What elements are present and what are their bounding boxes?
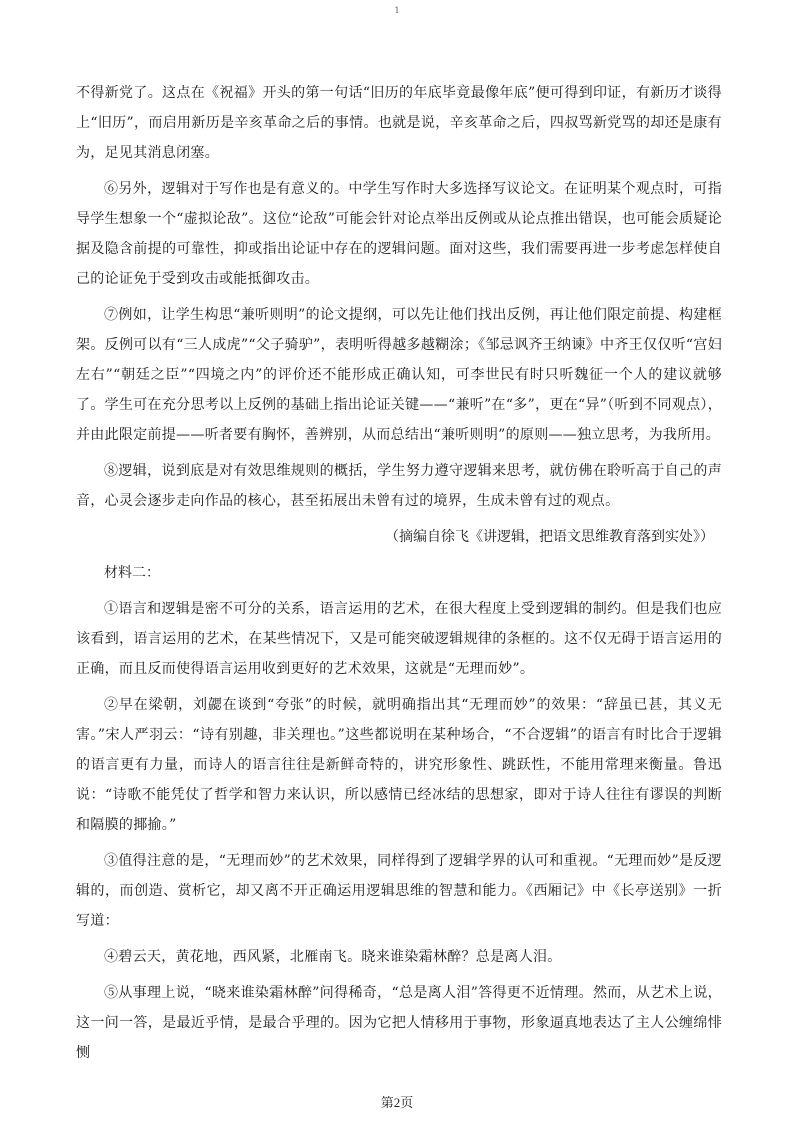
- material-2-paragraph-4-poem: ④碧云天，黄花地，西风紧，北雁南飞。晓来谁染霜林醉？总是离人泪。: [104, 949, 562, 965]
- material-2-heading: 材料二：: [104, 565, 160, 581]
- material-2-paragraph-1: ①语言和逻辑是密不可分的关系，语言运用的艺术，在很大程度上受到逻辑的制约。但是我们也应该看到，语言运用的艺术，在某些情况下，又是可能突破逻辑规律的条框的。这不仅无碍于语言运用的正确，而且反而使得语言运用收到更好的艺术效果，这就是“无理而妙”。: [76, 601, 722, 677]
- paragraph-continued: 不得新党了。这点在《祝福》开头的第一句话“旧历的年底毕竟最像年底”便可得到印证，有新历才谈得上“旧历”，而启用新历是辛亥革命之后的事情。也就是说，辛亥革命之后，四叔骂新党骂的却还是康有为，足见其消息闭塞。: [76, 85, 722, 161]
- article-body: [76, 78, 722, 1074]
- source-citation: （摘编自徐飞《讲逻辑，把语文思维教育落到实处》）: [385, 529, 714, 545]
- paragraph-6: ⑥另外，逻辑对于写作也是有意义的。中学生写作时大多选择写议论文。在证明某个观点时，可指导学生想象一个“虚拟论敌”。这位“论敌”可能会针对论点举出反例或从论点推出错误，也可能会质疑论据及隐含前提的可靠性，抑或指出论证中存在的逻辑问题。面对这些，我们需要再进一步考虑怎样使自己的论证免于受到攻击或能抵御攻击。: [76, 181, 722, 287]
- material-2-paragraph-5: ⑤从事理上说，“晓来谁染霜林醉”问得稀奇，“总是离人泪”答得更不近情理。然而，从艺术上说，这一问一答，是最近乎情，是最合乎理的。因为它把人情移用于事物，形象逼真地表达了主人公缠绵悱恻: [76, 985, 722, 1061]
- paragraph-8: ⑧逻辑，说到底是对有效思维规则的概括，学生努力遵守逻辑来思考，就仿佛在聆听高于自己的声音，心灵会逐步走向作品的核心，甚至拓展出未曾有过的境界，生成未曾有过的观点。: [76, 463, 722, 509]
- paragraph-7: ⑦例如，让学生构思“兼听则明”的论文提纲，可以先让他们找出反例，再让他们限定前提、构建框架。反例可以有“三人成虎”“父子骑驴”，表明听得越多越糊涂；《邹忌讽齐王纳谏》中齐王仅仅听“宫妇左右”“朝廷之臣”“四境之内”的评价还不能形成正确认知，可李世民有时只听魏征一个人的建议就够了。学生可在充分思考以上反例的基础上指出论证关键——“兼听”在“多”，更在“异”（听到不同观点），并由此限定前提——听者要有胸怀，善辨别，从而总结出“兼听则明”的原则——独立思考，为我所用。: [76, 307, 722, 443]
- page-top-mark: 1: [394, 6, 400, 15]
- page-number: 第2页: [380, 1095, 414, 1110]
- material-2-paragraph-2: ②早在梁朝，刘勰在谈到“夸张”的时候，就明确指出其“无理而妙”的效果：“辞虽已甚，其义无害。”宋人严羽云：“诗有别趣，非关理也。”这些都说明在某种场合，“不合逻辑”的语言有时比合于逻辑的语言更有力量，而诗人的语言往往是新鲜奇特的，讲究形象性、跳跃性，不能用常理来衡量。鲁迅说：“诗歌不能凭仗了哲学和智力来认识，所以感情已经冰结的思想家，即对于诗人往往有谬误的判断和隔膜的揶揄。”: [76, 697, 722, 833]
- material-2-paragraph-3: ③值得注意的是，“无理而妙”的艺术效果，同样得到了逻辑学界的认可和重视。“无理而妙”是反逻辑的，而创造、赏析它，却又离不开正确运用逻辑思维的智慧和能力。《西厢记》中《长亭送别》一折写道：: [76, 853, 722, 929]
